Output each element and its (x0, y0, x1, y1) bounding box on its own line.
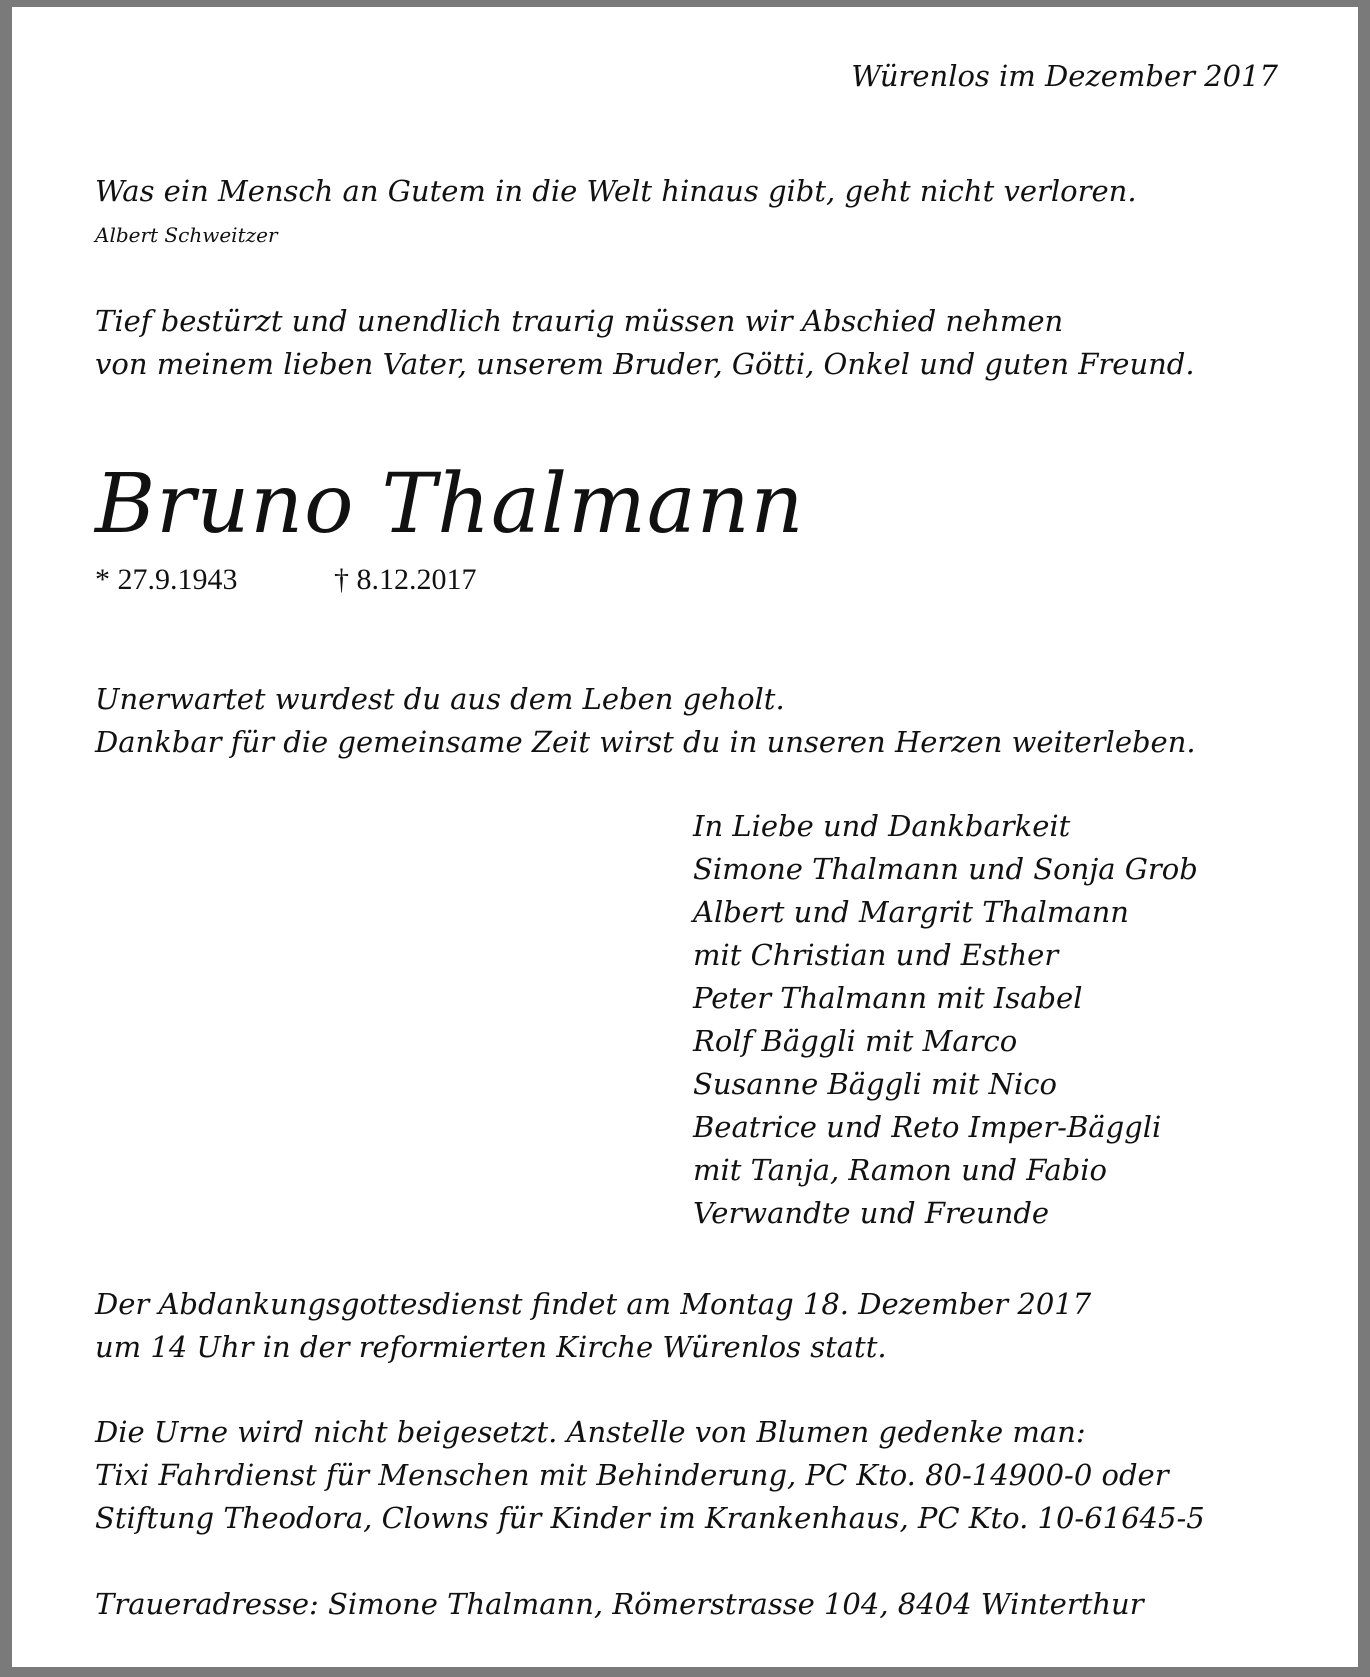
mourners-line: Verwandte und Freunde (693, 1196, 1050, 1230)
donations-line-3: Stiftung Theodora, Clowns für Kinder im Krankenhaus, PC Kto. 10-61645-5 (95, 1501, 1205, 1535)
service-line-1: Der Abdankungsgottesdienst findet am Montag 18. Dezember 2017 (95, 1287, 1092, 1321)
mourners-line: Peter Thalmann mit Isabel (693, 981, 1083, 1015)
place-date: Würenlos im Dezember 2017 (851, 59, 1278, 93)
service-line-2: um 14 Uhr in der reformierten Kirche Würenlos statt. (95, 1330, 887, 1364)
mourners-line: Rolf Bäggli mit Marco (693, 1024, 1018, 1058)
mourners-line: Beatrice und Reto Imper-Bäggli (693, 1110, 1162, 1144)
intro-line-2: von meinem lieben Vater, unserem Bruder, Götti, Onkel und guten Freund. (95, 347, 1195, 381)
mourning-address: Traueradresse: Simone Thalmann, Römerstrasse 104, 8404 Winterthur (95, 1587, 1144, 1621)
death-date: † 8.12.2017 (334, 563, 477, 596)
mourners-list (693, 809, 1253, 1252)
mourners-line: In Liebe und Dankbarkeit (693, 809, 1071, 843)
donations-line-2: Tixi Fahrdienst für Menschen mit Behinderung, PC Kto. 80-14900-0 oder (95, 1458, 1169, 1492)
intro-line-1: Tief bestürzt und unendlich traurig müssen wir Abschied nehmen (95, 304, 1064, 338)
quote-author: Albert Schweitzer (95, 223, 278, 247)
mourners-line: mit Christian und Esther (693, 938, 1059, 972)
mourners-line: Albert und Margrit Thalmann (693, 895, 1129, 929)
mourners-line: Susanne Bäggli mit Nico (693, 1067, 1057, 1101)
deceased-name: Bruno Thalmann (95, 457, 805, 552)
tribute-line-1: Unerwartet wurdest du aus dem Leben geholt. (95, 682, 785, 716)
mourners-line: mit Tanja, Ramon und Fabio (693, 1153, 1107, 1187)
mourners-line: Simone Thalmann und Sonja Grob (693, 852, 1198, 886)
birth-date: * 27.9.1943 (95, 563, 238, 596)
tribute-line-2: Dankbar für die gemeinsame Zeit wirst du in unseren Herzen weiterleben. (95, 725, 1196, 759)
quote-text: Was ein Mensch an Gutem in die Welt hinaus gibt, geht nicht verloren. (95, 174, 1137, 208)
donations-line-1: Die Urne wird nicht beigesetzt. Anstelle von Blumen gedenke man: (95, 1415, 1086, 1449)
